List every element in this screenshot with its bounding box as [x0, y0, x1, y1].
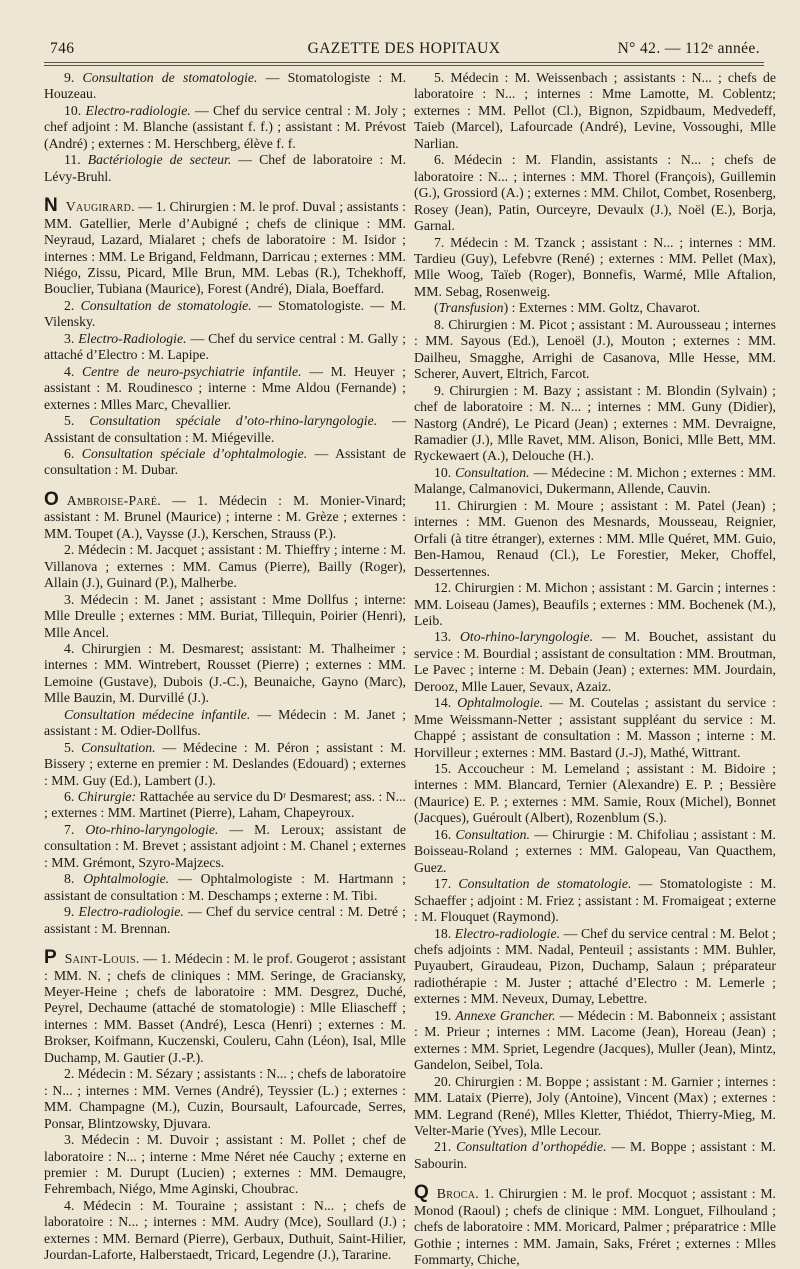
entry-paragraph — [44, 542, 406, 591]
entry-text: 5. — [64, 739, 82, 755]
section-marker: Q — [414, 1182, 429, 1204]
entry-text: 1. Chirurgien : M. le prof. Mocquot ; assistant : M. Monod (Raoul) ; chefs de clinique : MM. Longuet, Filhouland ; chefs de laboratoire : MM. Moricard, Palmer ; préparatrice : Mlle Gothie ; internes : MM. Jamain, Saks, Fréret ; externes : Mlles Fommarty, Chiche, — [414, 1186, 776, 1268]
entry-paragraph — [414, 465, 776, 498]
entry-paragraph — [44, 364, 406, 413]
header-rule-double — [44, 65, 764, 66]
entry-text: 4. Médecin : M. Touraine ; assistant : N... ; chefs de laboratoire : N... ; internes : MM. Audry (Mce), Soullard (J.) ; externes : MM. Bernard (Pierre), Gerbaux, Duthuit, Saint-Hilier, Jourdan-Laforte, Halberstaedt, Tricard, Legendre (J.), Tararine. — [44, 1197, 406, 1263]
entry-text: 21. — [434, 1139, 457, 1155]
page-number: 746 — [50, 40, 75, 57]
section-paragraph — [44, 196, 406, 298]
entry-text: — M. Bouchet, assistant du service : M. Bourdial ; assistant de consultation : MM. Broutman, Le Pavec ; interne : M. Debain (Jean) ; externes: MM. Jourdain, Derooz, Mlle Lauer, Sevaux, Azaiz. — [414, 629, 776, 694]
entry-paragraph — [44, 446, 406, 479]
entry-text: 20. Chirurgien : M. Boppe ; assistant : M. Garnier ; internes : MM. Lataix (Pierre), Joly (Antoine), Vincent (Max) ; externes : MM. Legrand (René), Mlles Kletter, Thiédot, Thierry-Mieg, M. Velter-Marie (Yves), Mlle Lecour. — [414, 1073, 776, 1138]
entry-text: — 1. Chirurgien : M. le prof. Duval ; assistants : MM. Gatellier, Merle d’Aubigné ; chefs de clinique : MM. Neyraud, Lazard, Mialaret ; chefs de laboratoire : M. Isidor ; internes : MM. Le Brigand, Feldmann, Darricau ; externes : MM. Niégo, Zissu, Picard, Mlle Brun, MM. Lebas (R.), Tchekhoff, Bouclier, Tubiana (Maurice), Forest (André), Diala, Boeffard. — [44, 199, 406, 297]
entry-paragraph — [414, 300, 776, 316]
header-rule — [44, 62, 764, 63]
journal-title: GAZETTE DES HOPITAUX — [307, 40, 501, 57]
service-title: Consultation de stomatologie. — [458, 876, 632, 892]
entry-text: — Stomatologiste : M. Houzeau. — [44, 70, 407, 102]
section-marker: O — [44, 488, 59, 510]
service-title: Consultation. — [455, 464, 530, 480]
entry-text: 7. Médecin : M. Tzanck ; assistant : N... ; internes : MM. Tardieu (Guy), Lefebvre (René) ; externes : MM. Pellet (Max), Mlle Woog, Taïeb (Roger), Bonnefis, Warmé, Mlle Aftalion, MM. Sebag, Rosenweig. — [414, 234, 776, 299]
entry-paragraph — [414, 317, 776, 383]
entry-paragraph — [44, 1198, 406, 1264]
entry-text: 10. — [64, 102, 86, 118]
service-title: Electro-radiologie. — [85, 102, 191, 118]
entry-text: 8. — [64, 871, 84, 887]
entry-paragraph — [414, 926, 776, 1008]
entry-text: 9. — [64, 70, 83, 85]
entry-text: 3. — [64, 330, 79, 346]
entry-text: 2. — [64, 297, 81, 313]
entry-paragraph — [414, 580, 776, 629]
service-title: Ophtalmologie. — [457, 695, 544, 711]
hospital-name: Broca. — [436, 1186, 479, 1202]
entry-text: — Stomatologiste : M. Schaeffer ; adjoint : M. Friez ; assistant : M. Fromaigeat ; externe : M. Flouquet (Raymond). — [414, 876, 777, 925]
entry-text: 6. Médecin : M. Flandin, assistants : N... ; chefs de laboratoire : N... ; internes : MM. Thorel (François), Guillemin (G.), Grossiord (A.) ; externes : MM. Chilot, Combet, Rosenberg, Rosey (Jean), Patin, Ourceyre, Devaulx (J.), Noël (E.), Borja, Garnal. — [414, 152, 776, 234]
entry-text: — Stomatologiste. — M. Vilensky. — [44, 297, 406, 330]
hospital-name: Vaugirard. — [65, 199, 135, 215]
entry-paragraph — [44, 707, 406, 740]
entry-text: — Médecine : M. Péron ; assistant : M. Bissery ; externe en premier : M. Deslandes (Edouard) ; externes : MM. Guy (Ed.), Lambert (J.). — [44, 739, 407, 788]
section-marker: N — [44, 195, 58, 217]
entry-text: 18. — [434, 925, 455, 941]
entry-text: — Assistant de consultation : M. Dubar. — [44, 445, 407, 478]
entry-paragraph — [414, 761, 776, 827]
service-title: Chirurgie: — [77, 789, 137, 805]
section-marker: P — [44, 947, 57, 969]
entry-text: 2. Médecin : M. Jacquet ; assistant : M. Thieffry ; interne : M. Villanova ; externes : MM. Camus (Pierre), Bailly (Roger), Allain (J.), Guinard (P.), Malherbe. — [44, 542, 406, 591]
entry-text: 4. — [64, 363, 83, 379]
section-paragraph — [44, 490, 406, 542]
entry-text: — Médecine : M. Michon ; externes : MM. Malange, Calmanovici, Dukermann, Allende, Cauvin. — [414, 464, 776, 497]
service-title: Electro-radiologie. — [454, 925, 561, 941]
entry-paragraph — [414, 70, 776, 152]
entry-text: 3. Médecin : M. Duvoir ; assistant : M. Pollet ; chef de laboratoire : N... ; interne : Mme Néret née Cauchy ; externe en premier : M. Durupt (Lucien) ; externes : MM. Demaugre, Fehrembach, Niégo, Mme Aginski, Choubrac. — [44, 1132, 406, 1197]
service-title: Consultation de stomatologie. — [80, 297, 252, 313]
service-title: Consultation d’orthopédie. — [456, 1139, 607, 1155]
service-title: Oto-rhino-laryngologie. — [459, 629, 594, 645]
service-title: Consultation de stomatologie. — [82, 70, 258, 85]
section-paragraph — [44, 948, 406, 1066]
service-title: Electro-radiologie. — [78, 904, 184, 920]
entry-paragraph — [44, 1066, 406, 1132]
issue-number: N° 42. — 112ᵉ année. — [617, 40, 760, 57]
right-column — [414, 70, 776, 1269]
entry-paragraph — [44, 822, 406, 871]
entry-paragraph — [414, 876, 776, 925]
service-title: Transfusion — [438, 300, 504, 316]
service-title: Centre de neuro-psychiatrie infantile. — [82, 363, 302, 379]
entry-text: 17. — [434, 876, 459, 892]
entry-paragraph — [44, 103, 406, 152]
entry-text: — Chirurgie : M. Chifoliau ; assistant : M. Boisseau-Roland ; externes : MM. Galopeau, Van Quacthem, Guez. — [414, 826, 776, 875]
entry-paragraph — [414, 827, 776, 876]
entry-paragraph — [44, 789, 406, 822]
entry-text: 7. — [64, 821, 86, 837]
entry-paragraph — [414, 235, 776, 301]
entry-text: 13. — [434, 629, 460, 645]
entry-text: 6. — [64, 445, 82, 461]
entry-text: 9. Chirurgien : M. Bazy ; assistant : M. Blondin (Sylvain) ; chef de laboratoire : M. N... ; internes : MM. Guny (Didier), Nastorg (André), Le Picard (Jean) ; externes : MM. Devraigne, Ramadier (J.), Mlle Ravet, MM. Alison, Bonici, Mlle Bett, MM. Ryckewaert (A.), Delouche (H.). — [414, 382, 776, 464]
entry-paragraph — [414, 152, 776, 234]
entry-paragraph — [44, 1132, 406, 1198]
hospital-name: Ambroise-Paré. — [66, 492, 162, 508]
entry-text: 3. Médecin : M. Janet ; assistant : Mme Dollfus ; interne: Mlle Dreulle ; externes : MM. Buriat, Tillequin, Poirier (Henri), Mlle Ancel. — [44, 591, 406, 640]
entry-text: — 1. Médecin : M. Monier-Vinard; assistant : M. Brunel (Maurice) ; interne : M. Grèze ; externes : MM. Toupet (A.), Vaysse (J.), Kerschen, Strauss (P.). — [44, 492, 406, 541]
service-title: Consultation spéciale d’oto-rhino-laryngologie. — [89, 413, 378, 429]
entry-text: Rattachée au service du Dʳ Desmarest; ass. : N... ; externes : MM. Martinet (Pierre), Laham, Chapeyroux. — [44, 789, 406, 821]
entry-paragraph — [44, 152, 406, 185]
entry-text: — Assistant de consultation : M. Miégeville. — [44, 413, 407, 445]
left-column — [44, 70, 406, 1264]
entry-text: 9. — [64, 904, 79, 920]
entry-text: 2. Médecin : M. Sézary ; assistants : N... ; chefs de laboratoire : N... ; internes : MM. Vernes (André), Teyssier (L.) ; externes : MM. Champagne (M.), Cuzin, Boursault, Lafourcade, Serres, Ponsar, Blintzowsky, Djuvara. — [44, 1066, 406, 1131]
entry-text: — 1. Médecin : M. le prof. Gougerot ; assistant : MM. N. ; chefs de cliniques : MM. Seringe, de Graciansky, Meyer-Heine ; chefs de laboratoire : MM. Desgrez, Duché, Peyrel, Dechaume (attaché de stomatologie) : Mlle Eliascheff ; internes : MM. Basset (André), Lesca (Henri) ; externes : M. Brokser, Koifmann, Kuczenski, Couleru, Cahn (Léon), Isal, Mlle Duchamp, M. Gautier (J.-P.). — [44, 951, 406, 1065]
entry-text: 16. — [434, 826, 456, 842]
service-title: Electro-Radiologie. — [78, 330, 187, 346]
entry-text: 5. Médecin : M. Weissenbach ; assistants : N... ; chefs de laboratoire : N... ; internes : Mme Lamotte, M. Coblentz; externes : MM. Pellot (Cl.), Bignon, Szpidbaum, Medvedeff, Taieb (Marcel), Lafourcade (André), Levine, Vossoughi, Mlle Narlian. — [414, 70, 776, 151]
entry-text: 6. — [64, 789, 78, 805]
service-title: Consultation. — [455, 826, 530, 842]
entry-paragraph — [44, 740, 406, 789]
entry-text: ) : Externes : MM. Goltz, Chavarot. — [503, 300, 701, 316]
entry-paragraph — [414, 1008, 776, 1074]
entry-paragraph — [44, 331, 406, 364]
entry-paragraph — [414, 498, 776, 580]
entry-paragraph — [44, 413, 406, 446]
service-title: Consultation médecine infantile. — [64, 706, 251, 722]
entry-paragraph — [44, 641, 406, 707]
entry-text: 15. Accoucheur : M. Lemeland ; assistant : M. Bidoire ; internes : MM. Blancard, Ternier (Alexandre) E. P. ; Bessière (Maurice) E. P. ; externes : MM. Samie, Roux (Michel), Bonnet (Jacques), Guéroult (Albert), Rozenblum (S.). — [414, 761, 776, 826]
service-title: Oto-rhino-laryngologie. — [85, 821, 219, 837]
entry-text: 19. — [434, 1007, 456, 1023]
entry-text: 5. — [64, 413, 90, 429]
entry-paragraph — [414, 695, 776, 761]
section-paragraph — [414, 1183, 776, 1268]
entry-paragraph — [44, 871, 406, 904]
entry-text: — Chef du service central : M. Belot ; chefs adjoints : MM. Nadal, Penteuil ; assistants : MM. Buhler, Puyaubert, Giraudeau, Pizon, Duchamp, Salaun ; préparateur radiothérapie : M. Juster ; attaché d’Electro : M. Lemerle ; externes : MM. Neveux, Dumay, Lebettre. — [414, 925, 776, 1007]
hospital-name: Saint-Louis. — [64, 951, 140, 967]
entry-text: — Ophtalmologiste : M. Hartmann ; assistant de consultation : M. Deschamps ; externe : M. Tibi. — [44, 871, 406, 903]
entry-text: — M. Heuyer ; assistant : M. Roudinesco ; interne : Mme Aldou (Fernande) ; externes : Mlles Marc, Chevallier. — [44, 363, 407, 412]
entry-text: — M. Boppe ; assistant : M. Sabourin. — [414, 1139, 776, 1171]
entry-paragraph — [414, 629, 776, 695]
entry-paragraph — [414, 383, 776, 465]
entry-paragraph — [44, 70, 406, 103]
service-title: Ophtalmologie. — [83, 871, 170, 887]
entry-text: 12. Chirurgien : M. Michon ; assistant : M. Garcin ; internes : MM. Loiseau (James), Beaufils ; externes : MM. Bochenek (M.), Leib. — [414, 580, 776, 628]
entry-text: — Chef du service central : M. Gally ; attaché d’Electro : M. Lapipe. — [44, 330, 407, 363]
service-title: Consultation spéciale d’ophtalmologie. — [81, 445, 308, 461]
entry-text: 14. — [434, 695, 458, 711]
entry-text: — Chef du service central : M. Joly ; chef adjoint : M. Blanche (assistant f. f.) ; assistant : M. Prévost (André) ; externes : M. Herschberg, élève f. f. — [44, 102, 407, 151]
entry-paragraph — [44, 904, 406, 937]
entry-text: — Chef de laboratoire : M. Lévy-Bruhl. — [44, 152, 407, 184]
entry-text: — Chef du service central : M. Detré ; assistant : M. Brennan. — [44, 904, 406, 936]
entry-text: 11. — [64, 152, 88, 168]
entry-paragraph — [414, 1139, 776, 1172]
entry-text: 10. — [434, 464, 456, 480]
entry-text: — Médecin : M. Babonneix ; assistant : M. Prieur ; internes : MM. Lacome (Jean), Horeau (Jean) ; externes : MM. Spriet, Legendre (Jacques), Muller (Jean), Mintz, Gandelon, Seibel, Tola. — [414, 1007, 777, 1073]
service-title: Annexe Grancher. — [455, 1007, 556, 1023]
entry-text: 8. Chirurgien : M. Picot ; assistant : M. Aurousseau ; internes : MM. Sayous (Ed.), Lenoël (J.), Mouton ; externes : MM. Dailheu, Smagghe, Arrighi de Casanova, Mlle Hesse, MM. Scherer, Auvert, Eltrich, Farcot. — [414, 316, 776, 382]
entry-text: 4. Chirurgien : M. Desmarest; assistant: M. Thalheimer ; internes : MM. Wintrebert, Rousset (Pierre) ; externes : MM. Lemoine (Gustave), Dubois (J.-C.), Beunaiche, Gayno (Marc), Mlle Bauzin, M. Durvillé (J.). — [44, 640, 406, 706]
entry-text: — M. Leroux; assistant de consultation : M. Brevet ; assistant adjoint : M. Chanel ; externes : MM. Grémont, Szyro-Majzecs. — [44, 821, 407, 870]
entry-paragraph — [414, 1074, 776, 1140]
service-title: Bactériologie de secteur. — [87, 152, 232, 168]
entry-text: 11. Chirurgien : M. Moure ; assistant : M. Patel (Jean) ; internes : MM. Guenon des Mesnards, Mousseau, Reignier, Orfali (à titre étranger), externes : MM. Mlle Quéret, MM. Guio, Ben-Hamou, Renaud (Cl.), Le Forestier, Meker, Choffel, Dessertennes. — [414, 497, 776, 579]
service-title: Consultation. — [81, 739, 156, 755]
entry-paragraph — [44, 592, 406, 641]
entry-text: — Médecin : M. Janet ; assistant : M. Odier-Dollfus. — [44, 706, 406, 739]
entry-text: ( — [434, 300, 439, 316]
page-header — [44, 36, 764, 62]
entry-text: — M. Coutelas ; assistant du service : Mme Weissmann-Netter ; assistant suppléant du service : M. Chappé ; assistant de consultation : M. Masson ; interne : M. Horvilleur ; externes : MM. Bastard (J.-J), Mathé, Wittrant. — [414, 695, 776, 760]
entry-paragraph — [44, 298, 406, 331]
